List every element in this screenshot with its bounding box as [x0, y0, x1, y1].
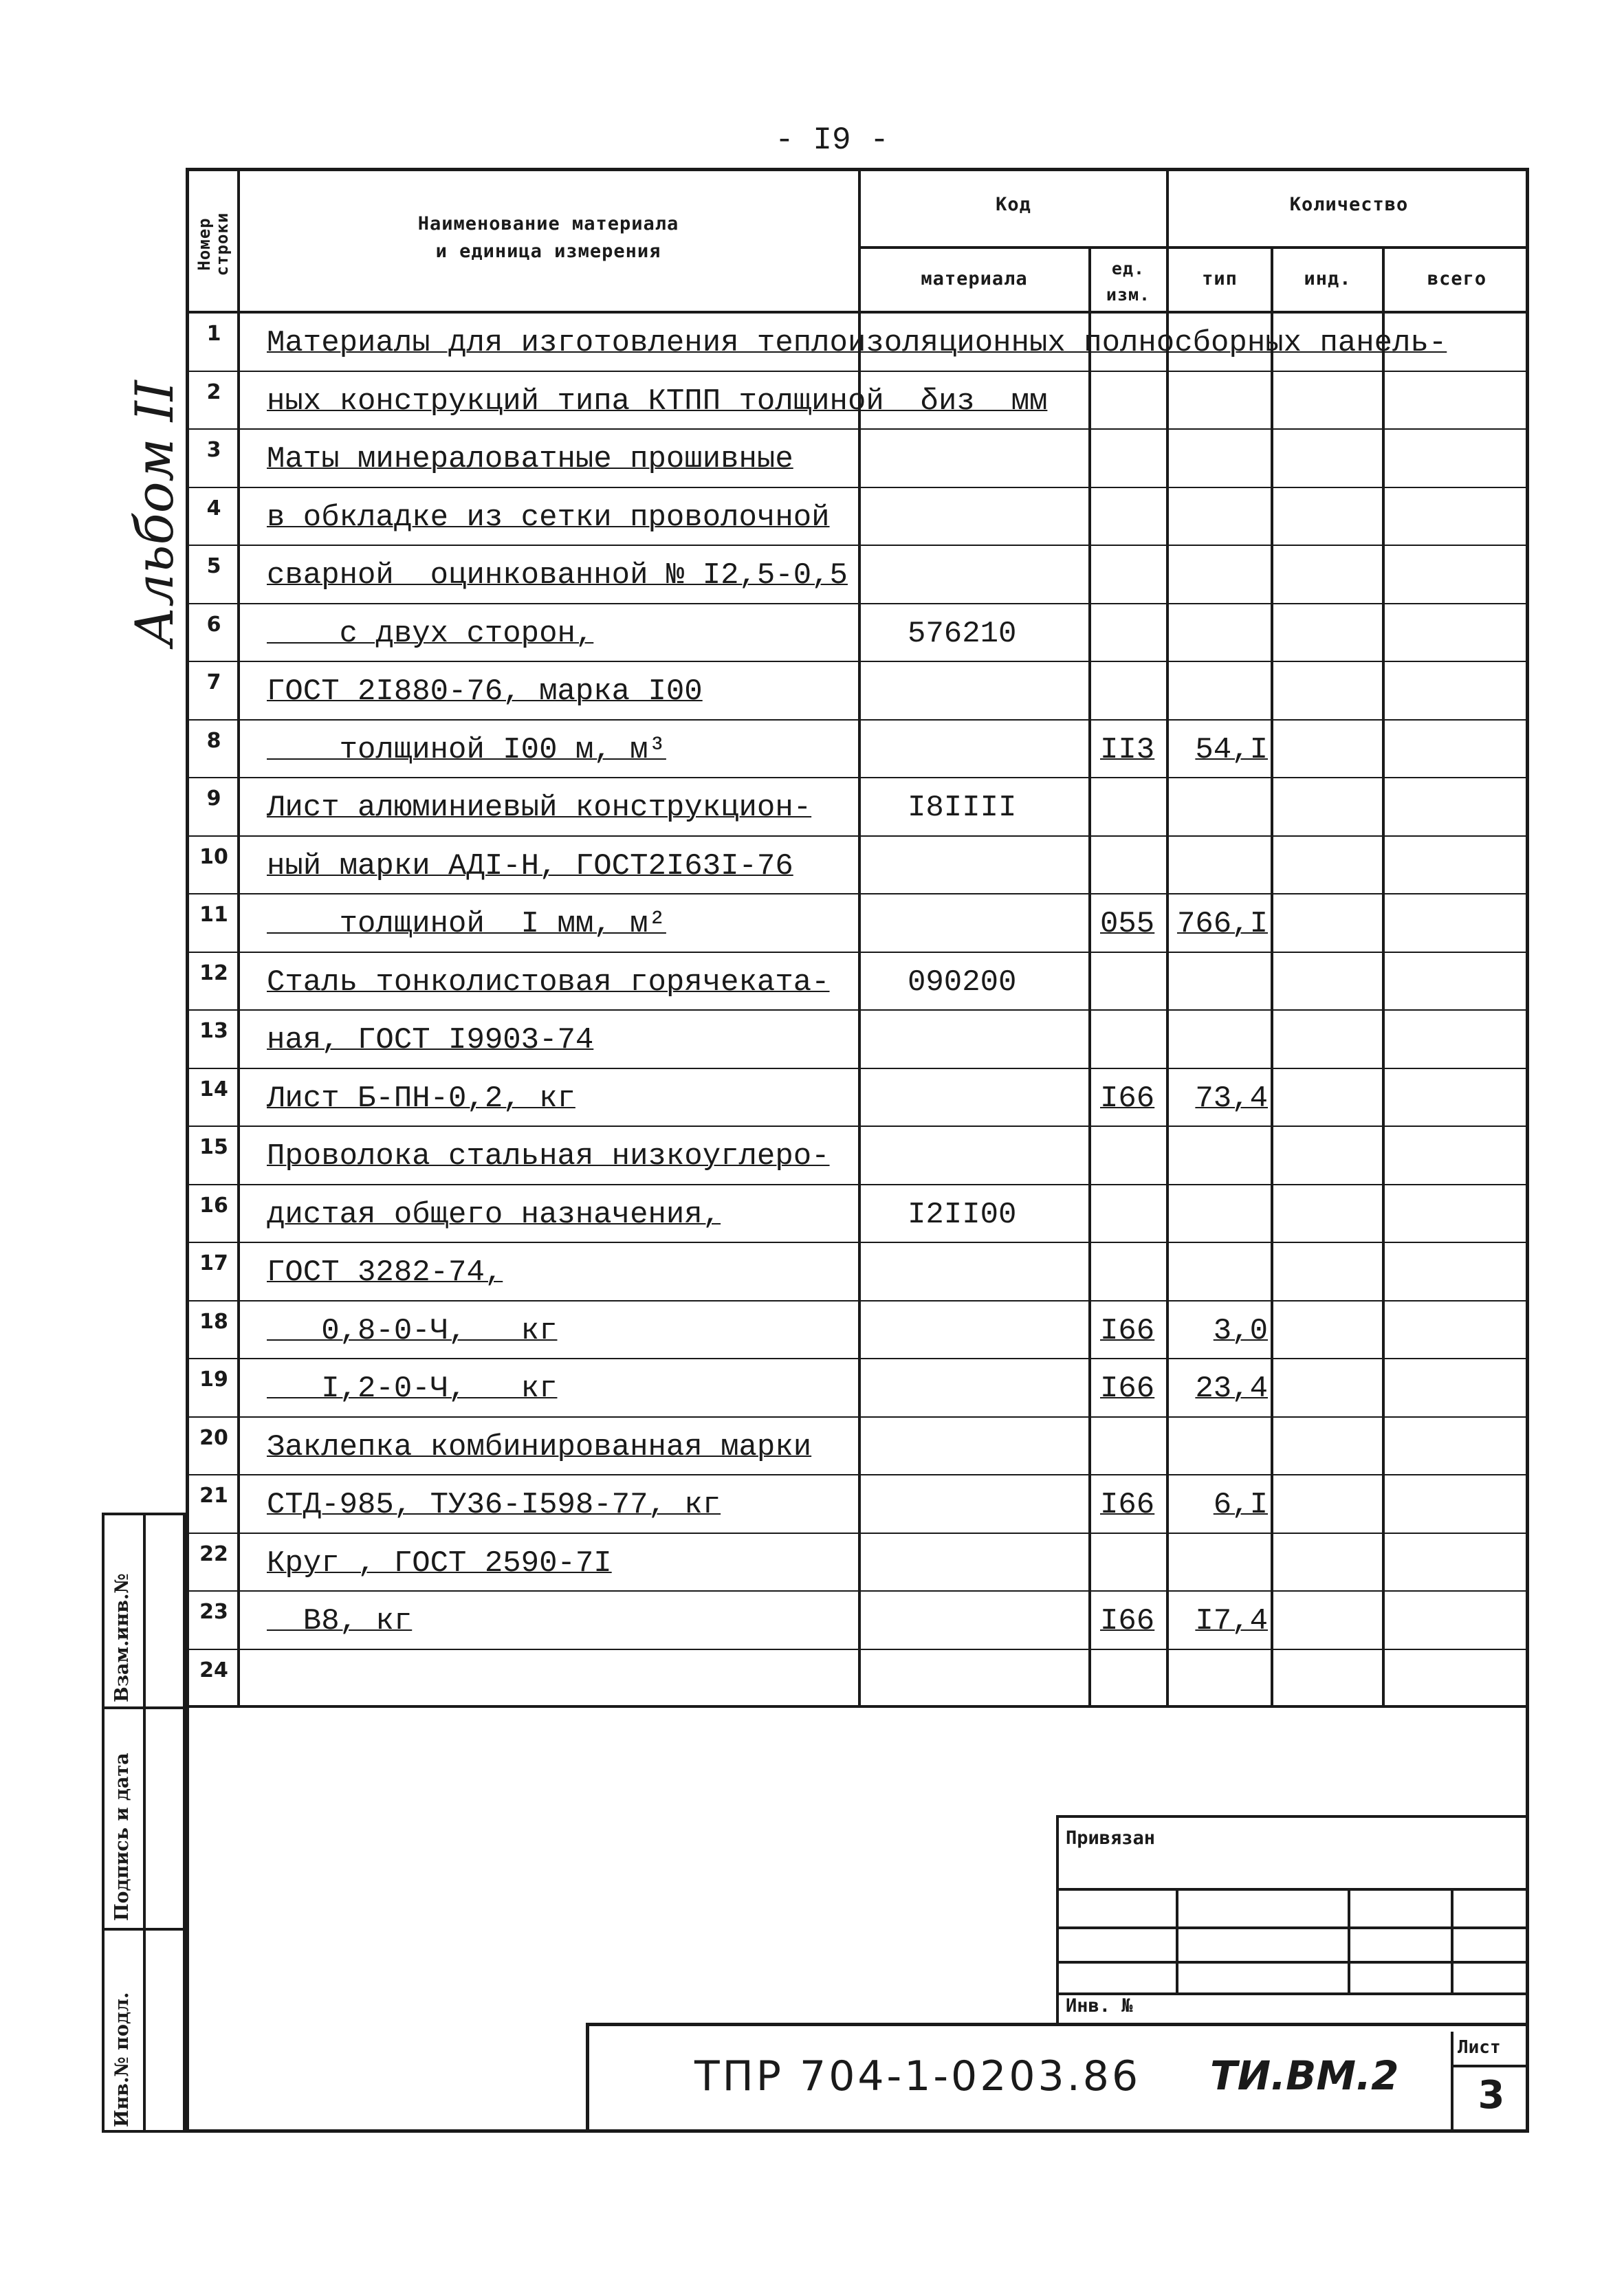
row-divider — [186, 1416, 1529, 1418]
row-material-name: с двух сторон, — [267, 616, 594, 651]
row-number: 18 — [199, 1309, 228, 1334]
grid-line — [1088, 246, 1091, 1708]
sheet-label: Лист — [1458, 2037, 1501, 2058]
row-number: 7 — [206, 670, 221, 694]
row-number: 15 — [199, 1135, 228, 1159]
sheet-box — [1451, 2032, 1529, 2133]
binding-divider — [1451, 1888, 1453, 1992]
sheet-number: 3 — [1478, 2073, 1505, 2118]
header-qty-type: тип — [1202, 268, 1238, 289]
row-divider — [186, 1184, 1529, 1185]
row-number: 20 — [199, 1425, 228, 1450]
row-number: 9 — [206, 787, 221, 811]
row-quantity-type: 73,4 — [1195, 1081, 1268, 1116]
row-material-name: ГОСТ 2I880-76, марка I00 — [267, 674, 703, 709]
header-divider — [858, 246, 1529, 249]
row-unit-code: 055 — [1100, 907, 1155, 941]
row-number: 12 — [199, 960, 228, 985]
row-number: 13 — [199, 1019, 228, 1043]
row-material-name: Лист Б-ПН-0,2, кг — [267, 1081, 575, 1116]
row-divider — [186, 1533, 1529, 1534]
side-stamp — [102, 1513, 186, 2133]
side-podpis-data: Подпись и дата — [111, 1753, 133, 1921]
row-number: 2 — [206, 380, 221, 404]
row-quantity-type: 54,I — [1195, 732, 1268, 767]
row-material-code: 090200 — [908, 965, 1017, 1000]
row-divider — [186, 545, 1529, 546]
header-code: Код — [996, 194, 1031, 215]
row-material-name: I,2-0-Ч, кг — [267, 1372, 558, 1406]
header-code-material: материала — [921, 268, 1028, 289]
row-number: 21 — [199, 1484, 228, 1508]
row-material-name: ных конструкций типа КТПП толщиной δиз мм — [267, 384, 1048, 419]
side-inv-podl: Инв.№ подл. — [111, 1992, 133, 2127]
row-number: 22 — [199, 1541, 228, 1566]
row-quantity-type: 766,I — [1176, 907, 1268, 941]
page-number: - I9 - — [775, 122, 889, 158]
row-divider — [186, 1358, 1529, 1359]
row-material-name: В8, кг — [267, 1604, 413, 1638]
header-row-number: Номер строки — [195, 212, 232, 276]
side-stamp-line — [102, 1706, 186, 1709]
binding-divider — [1176, 1888, 1178, 1992]
row-divider — [186, 1590, 1529, 1592]
row-unit-code: I66 — [1100, 1604, 1155, 1638]
row-number: 1 — [206, 322, 221, 346]
row-material-name: толщиной I00 м, м³ — [267, 732, 666, 767]
row-divider — [186, 1125, 1529, 1127]
row-number: 17 — [199, 1251, 228, 1275]
album-label: Альбом II — [124, 380, 185, 646]
binding-block — [1056, 1815, 1529, 2023]
row-material-name: СТД-985, ТУ36-I598-77, кг — [267, 1488, 721, 1522]
row-divider — [186, 719, 1529, 721]
row-divider — [186, 777, 1529, 778]
row-unit-code: I66 — [1100, 1372, 1155, 1406]
header-name-line1: Наименование материала — [417, 213, 679, 234]
row-material-name: Материалы для изготовления теплоизоляционных полносборных панель- — [267, 326, 1447, 360]
grid-line — [1166, 168, 1169, 1708]
row-number: 14 — [199, 1077, 228, 1101]
row-material-name: дистая общего назначения, — [267, 1197, 721, 1232]
row-unit-code: I66 — [1100, 1081, 1155, 1116]
binding-line — [1059, 1961, 1529, 1964]
row-number: 11 — [199, 903, 228, 927]
row-divider — [186, 1068, 1529, 1069]
row-material-code: I2II00 — [908, 1197, 1017, 1232]
row-unit-code: II3 — [1100, 732, 1155, 767]
header-code-unit: ед. изм. — [1106, 259, 1151, 305]
row-material-name: толщиной I мм, м² — [267, 907, 666, 941]
row-number: 19 — [199, 1368, 228, 1392]
row-divider — [186, 1242, 1529, 1243]
row-number: 8 — [206, 728, 221, 753]
row-quantity-type: 6,I — [1213, 1488, 1268, 1522]
row-material-code: I8IIII — [908, 791, 1017, 825]
row-divider — [186, 661, 1529, 662]
binding-label: Привязан — [1066, 1827, 1156, 1849]
row-divider — [186, 603, 1529, 604]
row-number: 24 — [199, 1658, 228, 1682]
header-name-line2: и единица измерения — [435, 241, 661, 262]
row-quantity-type: 3,0 — [1213, 1313, 1268, 1348]
row-material-name: Проволока стальная низкоуглеро- — [267, 1139, 830, 1174]
row-divider — [186, 428, 1529, 430]
grid-line — [1382, 246, 1385, 1708]
row-material-name: Заклепка комбинированная марки — [267, 1429, 812, 1464]
side-stamp-line — [102, 1928, 186, 1931]
row-divider — [186, 1474, 1529, 1475]
row-quantity-type: I7,4 — [1195, 1604, 1268, 1638]
row-divider — [186, 893, 1529, 894]
row-unit-code: I66 — [1100, 1313, 1155, 1348]
row-number: 16 — [199, 1193, 228, 1218]
grid-line — [1271, 246, 1273, 1708]
side-stamp-divider — [143, 1513, 146, 2133]
row-number: 10 — [199, 844, 228, 869]
header-qty-total: всего — [1427, 268, 1487, 289]
row-unit-code: I66 — [1100, 1488, 1155, 1522]
row-material-name: Круг , ГОСТ 2590-7I — [267, 1546, 612, 1581]
row-material-name: 0,8-0-Ч, кг — [267, 1313, 558, 1348]
row-quantity-type: 23,4 — [1195, 1372, 1268, 1406]
header-quantity: Количество — [1289, 194, 1409, 215]
row-number: 23 — [199, 1600, 228, 1624]
row-material-code: 576210 — [908, 616, 1017, 651]
inv-number-label: Инв. № — [1066, 1995, 1133, 2017]
row-divider — [186, 952, 1529, 953]
side-vzam-inv: Взам.инв.№ — [111, 1573, 133, 1702]
binding-divider — [1348, 1888, 1350, 1992]
row-material-name: в обкладке из сетки проволочной — [267, 500, 830, 535]
row-number: 3 — [206, 438, 221, 462]
row-material-name: сварной оцинкованной № I2,5-0,5 — [267, 558, 848, 593]
document-number: ТПР 704-1-0203.86 — [694, 2052, 1141, 2100]
row-divider — [186, 1300, 1529, 1302]
row-material-name: Лист алюминиевый конструкцион- — [267, 791, 812, 825]
row-divider — [186, 835, 1529, 837]
row-material-name: ГОСТ 3282-74, — [267, 1255, 503, 1290]
header-bottom-line — [186, 311, 1529, 314]
row-number: 4 — [206, 496, 221, 520]
table-bottom-line — [186, 1705, 1529, 1708]
row-number: 6 — [206, 612, 221, 637]
binding-line — [1059, 1926, 1529, 1929]
row-divider — [186, 371, 1529, 372]
row-material-name: Маты минераловатные прошивные — [267, 442, 793, 476]
row-material-name: Сталь тонколистовая горячеката- — [267, 965, 830, 1000]
header-qty-individual: инд. — [1304, 268, 1352, 289]
binding-line — [1059, 1888, 1529, 1891]
row-divider — [186, 1649, 1529, 1650]
sheet-divider — [1453, 2065, 1529, 2067]
document-code: ТИ.ВМ.2 — [1210, 2052, 1399, 2099]
row-material-name: ная, ГОСТ I9903-74 — [267, 1023, 594, 1057]
row-divider — [186, 487, 1529, 488]
row-material-name: ный марки АДI-Н, ГОСТ2I63I-76 — [267, 848, 793, 883]
row-number: 5 — [206, 554, 221, 578]
row-divider — [186, 1009, 1529, 1011]
